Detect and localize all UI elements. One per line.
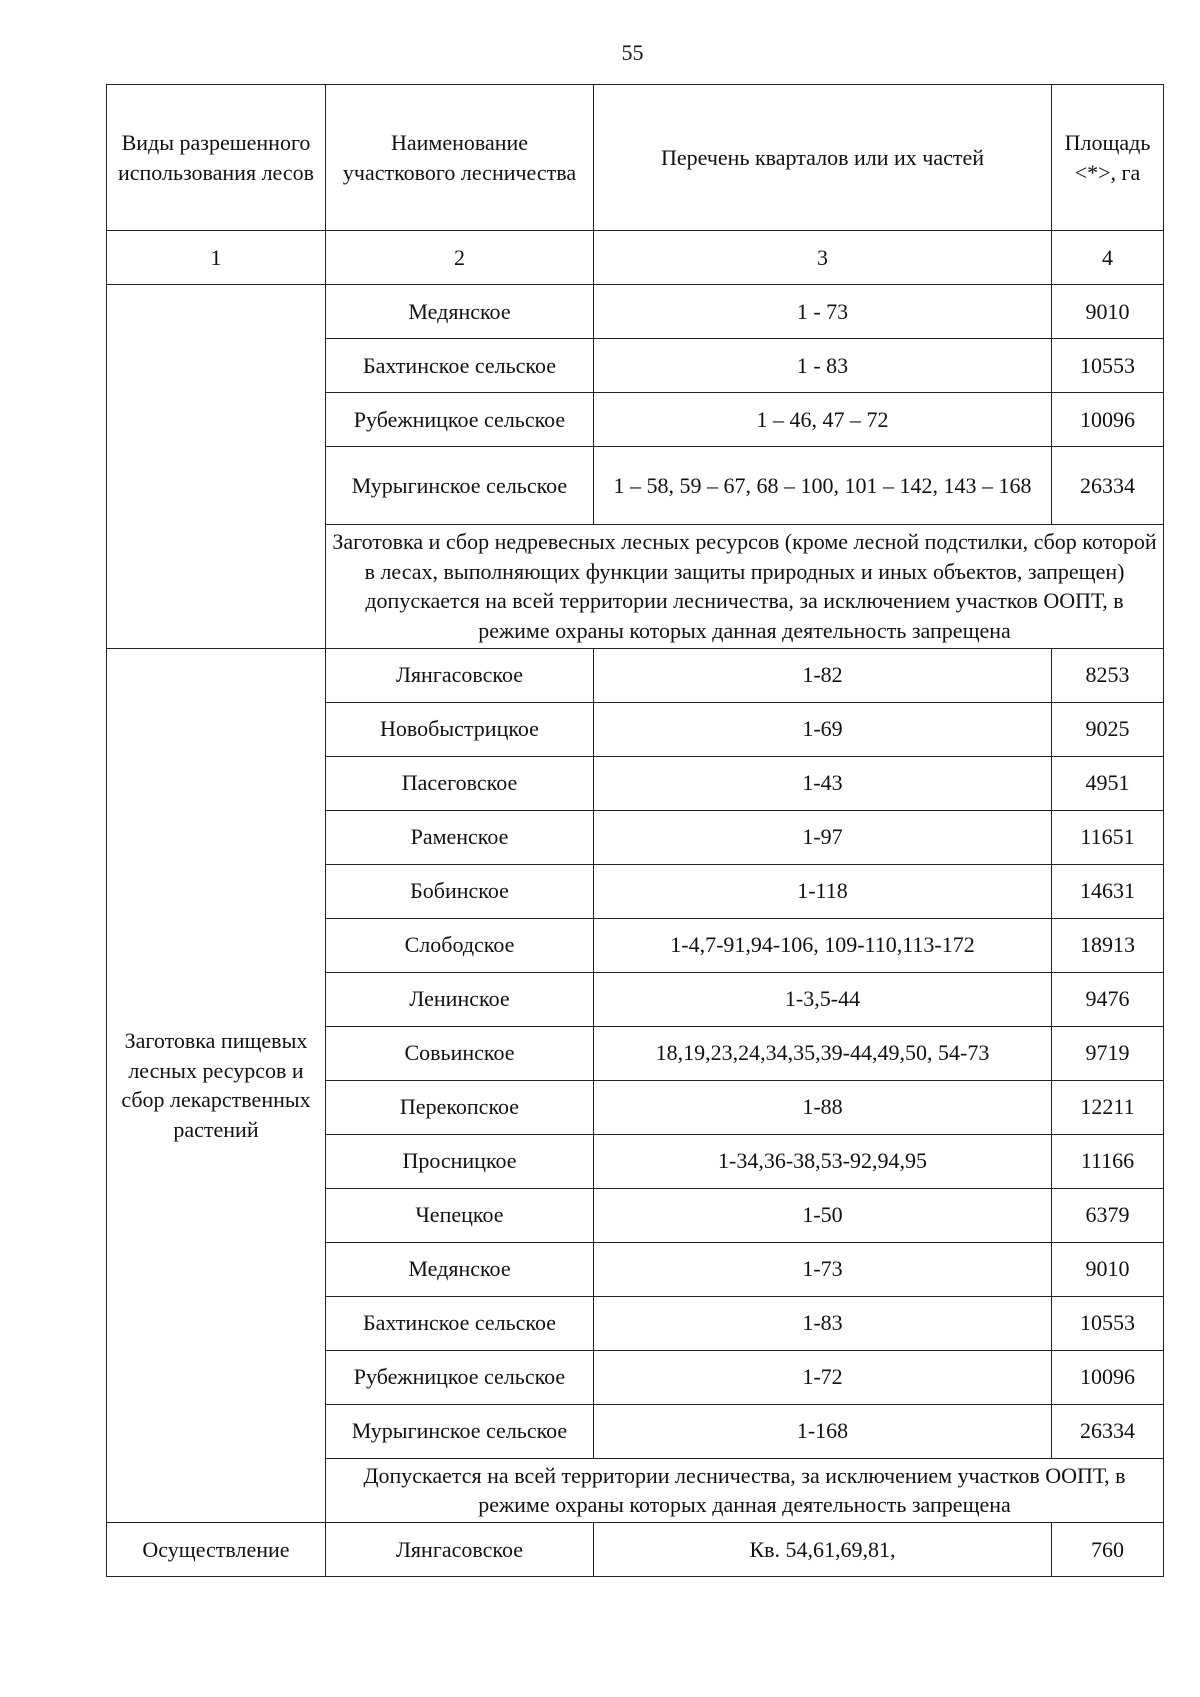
area-cell: 18913: [1052, 918, 1164, 972]
forestry-name-cell: Лянгасовское: [326, 1523, 594, 1577]
forestry-name-cell: Раменское: [326, 810, 594, 864]
column-number: 4: [1052, 231, 1164, 285]
table-row: [107, 285, 1164, 339]
quarters-cell: 1 - 83: [594, 339, 1052, 393]
quarters-cell: 1 - 73: [594, 285, 1052, 339]
area-cell: 9025: [1052, 702, 1164, 756]
quarters-cell: 1-3,5-44: [594, 972, 1052, 1026]
column-number-row: [107, 231, 1164, 285]
use-type-cell: [107, 285, 326, 649]
area-cell: 26334: [1052, 447, 1164, 525]
forestry-name-cell: Новобыстрицкое: [326, 702, 594, 756]
area-cell: 10553: [1052, 339, 1164, 393]
quarters-cell: 1-168: [594, 1404, 1052, 1458]
table-row: [107, 1523, 1164, 1577]
quarters-cell: 18,19,23,24,34,35,39-44,49,50, 54-73: [594, 1026, 1052, 1080]
quarters-cell: 1 – 46, 47 – 72: [594, 393, 1052, 447]
quarters-cell: 1-88: [594, 1080, 1052, 1134]
quarters-cell: 1-72: [594, 1350, 1052, 1404]
area-cell: 10096: [1052, 1350, 1164, 1404]
forestry-name-cell: Лянгасовское: [326, 648, 594, 702]
forest-use-table: [106, 84, 1164, 1577]
area-cell: 9476: [1052, 972, 1164, 1026]
quarters-cell: 1 – 58, 59 – 67, 68 – 100, 101 – 142, 143 – 168: [594, 447, 1052, 525]
quarters-cell: 1-97: [594, 810, 1052, 864]
area-cell: 11651: [1052, 810, 1164, 864]
quarters-cell: 1-82: [594, 648, 1052, 702]
area-cell: 9010: [1052, 285, 1164, 339]
area-cell: 10096: [1052, 393, 1164, 447]
quarters-cell: 1-43: [594, 756, 1052, 810]
forestry-name-cell: Слободское: [326, 918, 594, 972]
forestry-name-cell: Бахтинское сельское: [326, 339, 594, 393]
area-cell: 14631: [1052, 864, 1164, 918]
forestry-name-cell: Медянское: [326, 1242, 594, 1296]
quarters-cell: 1-118: [594, 864, 1052, 918]
table-header-row: [107, 85, 1164, 231]
forestry-name-cell: Мурыгинское сельское: [326, 1404, 594, 1458]
forestry-name-cell: Рубежницкое сельское: [326, 1350, 594, 1404]
area-cell: 8253: [1052, 648, 1164, 702]
column-number: 1: [107, 231, 326, 285]
forestry-name-cell: Просницкое: [326, 1134, 594, 1188]
use-type-cell: Осуществление: [107, 1523, 326, 1577]
area-cell: 9719: [1052, 1026, 1164, 1080]
use-type-cell: Заготовка пищевых лесных ресурсов и сбор лекарственных растений: [107, 648, 326, 1522]
area-cell: 12211: [1052, 1080, 1164, 1134]
area-cell: 26334: [1052, 1404, 1164, 1458]
note-cell: Допускается на всей территории лесничества, за исключением участков ООПТ, в режиме охраны которых данная деятельность запрещена: [326, 1458, 1164, 1522]
forestry-name-cell: Чепецкое: [326, 1188, 594, 1242]
page-number: 55: [621, 40, 644, 65]
area-cell: 10553: [1052, 1296, 1164, 1350]
note-cell: Заготовка и сбор недревесных лесных ресурсов (кроме лесной подстилки, сбор которой в лесах, выполняющих функции защиты природных и иных объектов, запрещен) допускается на всей территории лесничества, за исключением участков ООПТ, в режиме охраны которых данная деятельность запрещена: [326, 525, 1164, 649]
area-cell: 4951: [1052, 756, 1164, 810]
quarters-cell: 1-69: [594, 702, 1052, 756]
forestry-name-cell: Бобинское: [326, 864, 594, 918]
quarters-cell: 1-73: [594, 1242, 1052, 1296]
area-cell: 11166: [1052, 1134, 1164, 1188]
forestry-name-cell: Бахтинское сельское: [326, 1296, 594, 1350]
forestry-name-cell: Совьинское: [326, 1026, 594, 1080]
header-use-type: Виды разрешенного использования лесов: [107, 85, 326, 231]
forestry-name-cell: Рубежницкое сельское: [326, 393, 594, 447]
header-forestry-name: Наименование участкового лесничества: [326, 85, 594, 231]
area-cell: 760: [1052, 1523, 1164, 1577]
table-row: [107, 648, 1164, 702]
forestry-name-cell: Медянское: [326, 285, 594, 339]
column-number: 3: [594, 231, 1052, 285]
header-area: Площадь <*>, га: [1052, 85, 1164, 231]
quarters-cell: Кв. 54,61,69,81,: [594, 1523, 1052, 1577]
column-number: 2: [326, 231, 594, 285]
quarters-cell: 1-4,7-91,94-106, 109-110,113-172: [594, 918, 1052, 972]
forestry-name-cell: Пасеговское: [326, 756, 594, 810]
quarters-cell: 1-34,36-38,53-92,94,95: [594, 1134, 1052, 1188]
quarters-cell: 1-83: [594, 1296, 1052, 1350]
area-cell: 9010: [1052, 1242, 1164, 1296]
area-cell: 6379: [1052, 1188, 1164, 1242]
header-quarters-list: Перечень кварталов или их частей: [594, 85, 1052, 231]
quarters-cell: 1-50: [594, 1188, 1052, 1242]
forestry-name-cell: Перекопское: [326, 1080, 594, 1134]
forestry-name-cell: Ленинское: [326, 972, 594, 1026]
forestry-name-cell: Мурыгинское сельское: [326, 447, 594, 525]
